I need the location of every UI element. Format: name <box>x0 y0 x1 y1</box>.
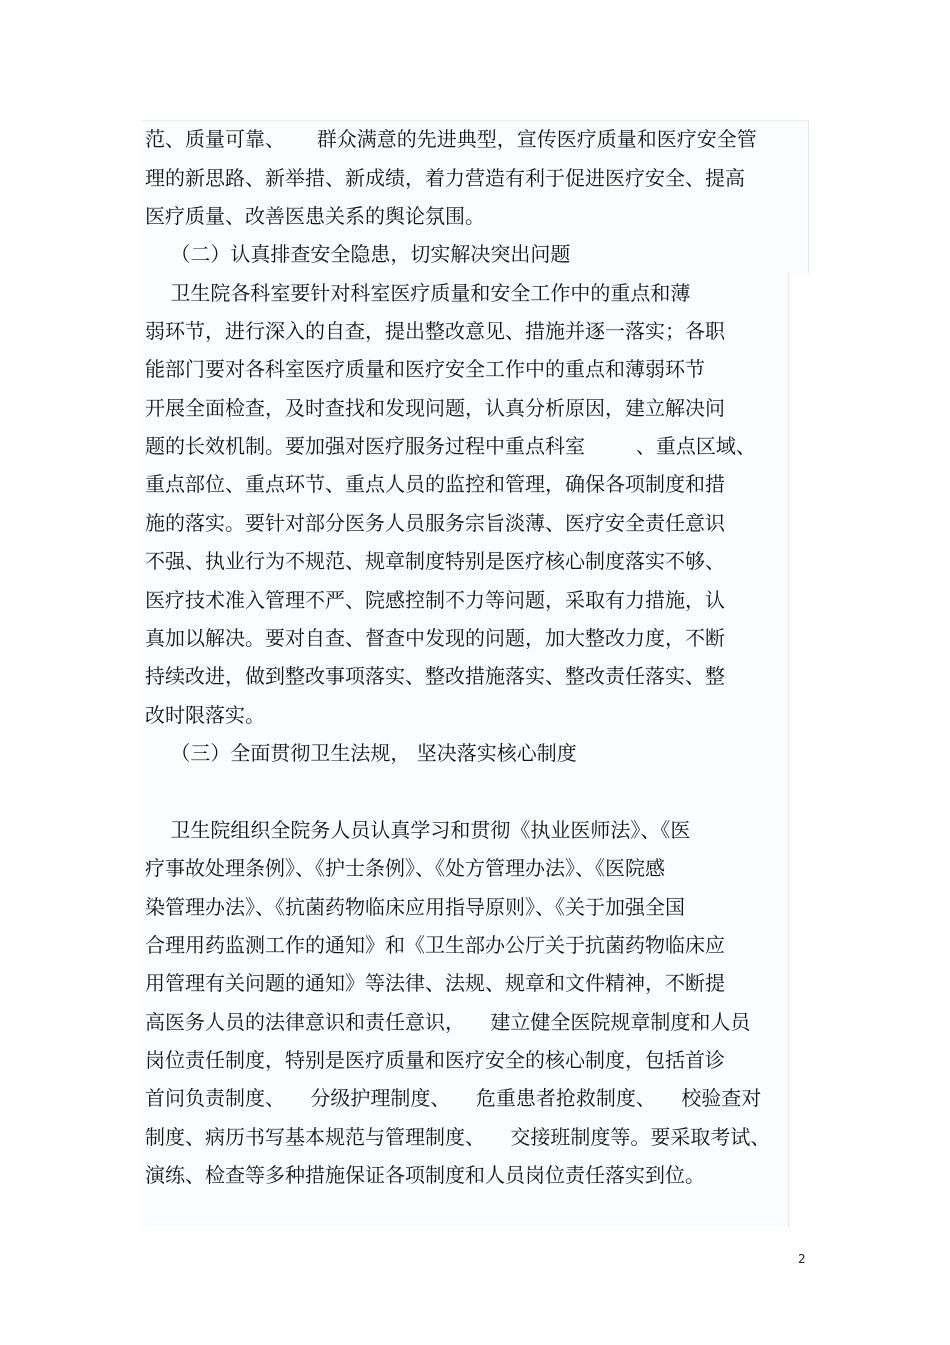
page-number: 2 <box>798 1252 806 1266</box>
text-line: 题的长效机制。要加强对医疗服务过程中重点科室 、重点区域、 <box>145 434 756 458</box>
text-line: 范、质量可靠、 群众满意的先进典型，宣传医疗质量和医疗安全管 <box>145 127 757 151</box>
text-line: 演练、检查等多种措施保证各项制度和人员岗位责任落实到位。 <box>145 1163 705 1187</box>
text-line: 真加以解决。要对自查、督查中发现的问题，加大整改力度，不断 <box>145 626 725 650</box>
text-line: 首问负责制度、 分级护理制度、 危重患者抢救制度、 校验查对 <box>145 1086 762 1110</box>
text-line: 能部门要对各科室医疗质量和医疗安全工作中的重点和薄弱环节 <box>145 357 705 381</box>
text-line: 卫生院各科室要针对科室医疗质量和安全工作中的重点和薄 <box>145 281 691 305</box>
text-line: 疗事故处理条例》、《护士条例》、《处方管理办法》、《医院感 <box>145 856 665 880</box>
text-line: 改时限落实。 <box>145 703 265 727</box>
text-line: 开展全面检查，及时查找和发现问题，认真分析原因，建立解决问 <box>145 396 725 420</box>
section-heading: （三）全面贯彻卫生法规， 坚决落实核心制度 <box>145 741 577 765</box>
text-line: 重点部位、重点环节、重点人员的监控和管理，确保各项制度和措 <box>145 472 725 496</box>
section-heading: （二）认真排查安全隐患，切实解决突出问题 <box>145 242 571 266</box>
text-line: 合理用药监测工作的通知》和《卫生部办公厅关于抗菌药物临床应 <box>145 933 725 957</box>
text-line: 用管理有关问题的通知》等法律、法规、规章和文件精神，不断提 <box>145 971 725 995</box>
text-line: 弱环节，进行深入的自查，提出整改意见、措施并逐一落实；各职 <box>145 319 725 343</box>
text-line: 不强、执业行为不规范、规章制度特别是医疗核心制度落实不够、 <box>145 549 725 573</box>
text-line: 施的落实。要针对部分医务人员服务宗旨淡薄、医疗安全责任意识 <box>145 511 725 535</box>
text-line: 持续改进，做到整改事项落实、整改措施落实、整改责任落实、整 <box>145 664 725 688</box>
text-line: 卫生院组织全院务人员认真学习和贯彻《执业医师法》、《医 <box>145 818 691 842</box>
text-line: 医疗质量、改善医患关系的舆论氛围。 <box>145 204 485 228</box>
text-line: 医疗技术准入管理不严、院感控制不力等问题，采取有力措施，认 <box>145 588 725 612</box>
text-line: 高医务人员的法律意识和责任意识， 建立健全医院规章制度和人员 <box>145 1010 751 1034</box>
text-line: 染管理办法》、《抗菌药物临床应用指导原则》、《关于加强全国 <box>145 895 685 919</box>
text-line: 理的新思路、新举措、新成绩，着力营造有利于促进医疗安全、提高 <box>145 166 745 190</box>
text-line: 岗位责任制度，特别是医疗质量和医疗安全的核心制度，包括首诊 <box>145 1048 725 1072</box>
text-line: 制度、病历书写基本规范与管理制度、 交接班制度等。要采取考试、 <box>145 1125 771 1149</box>
